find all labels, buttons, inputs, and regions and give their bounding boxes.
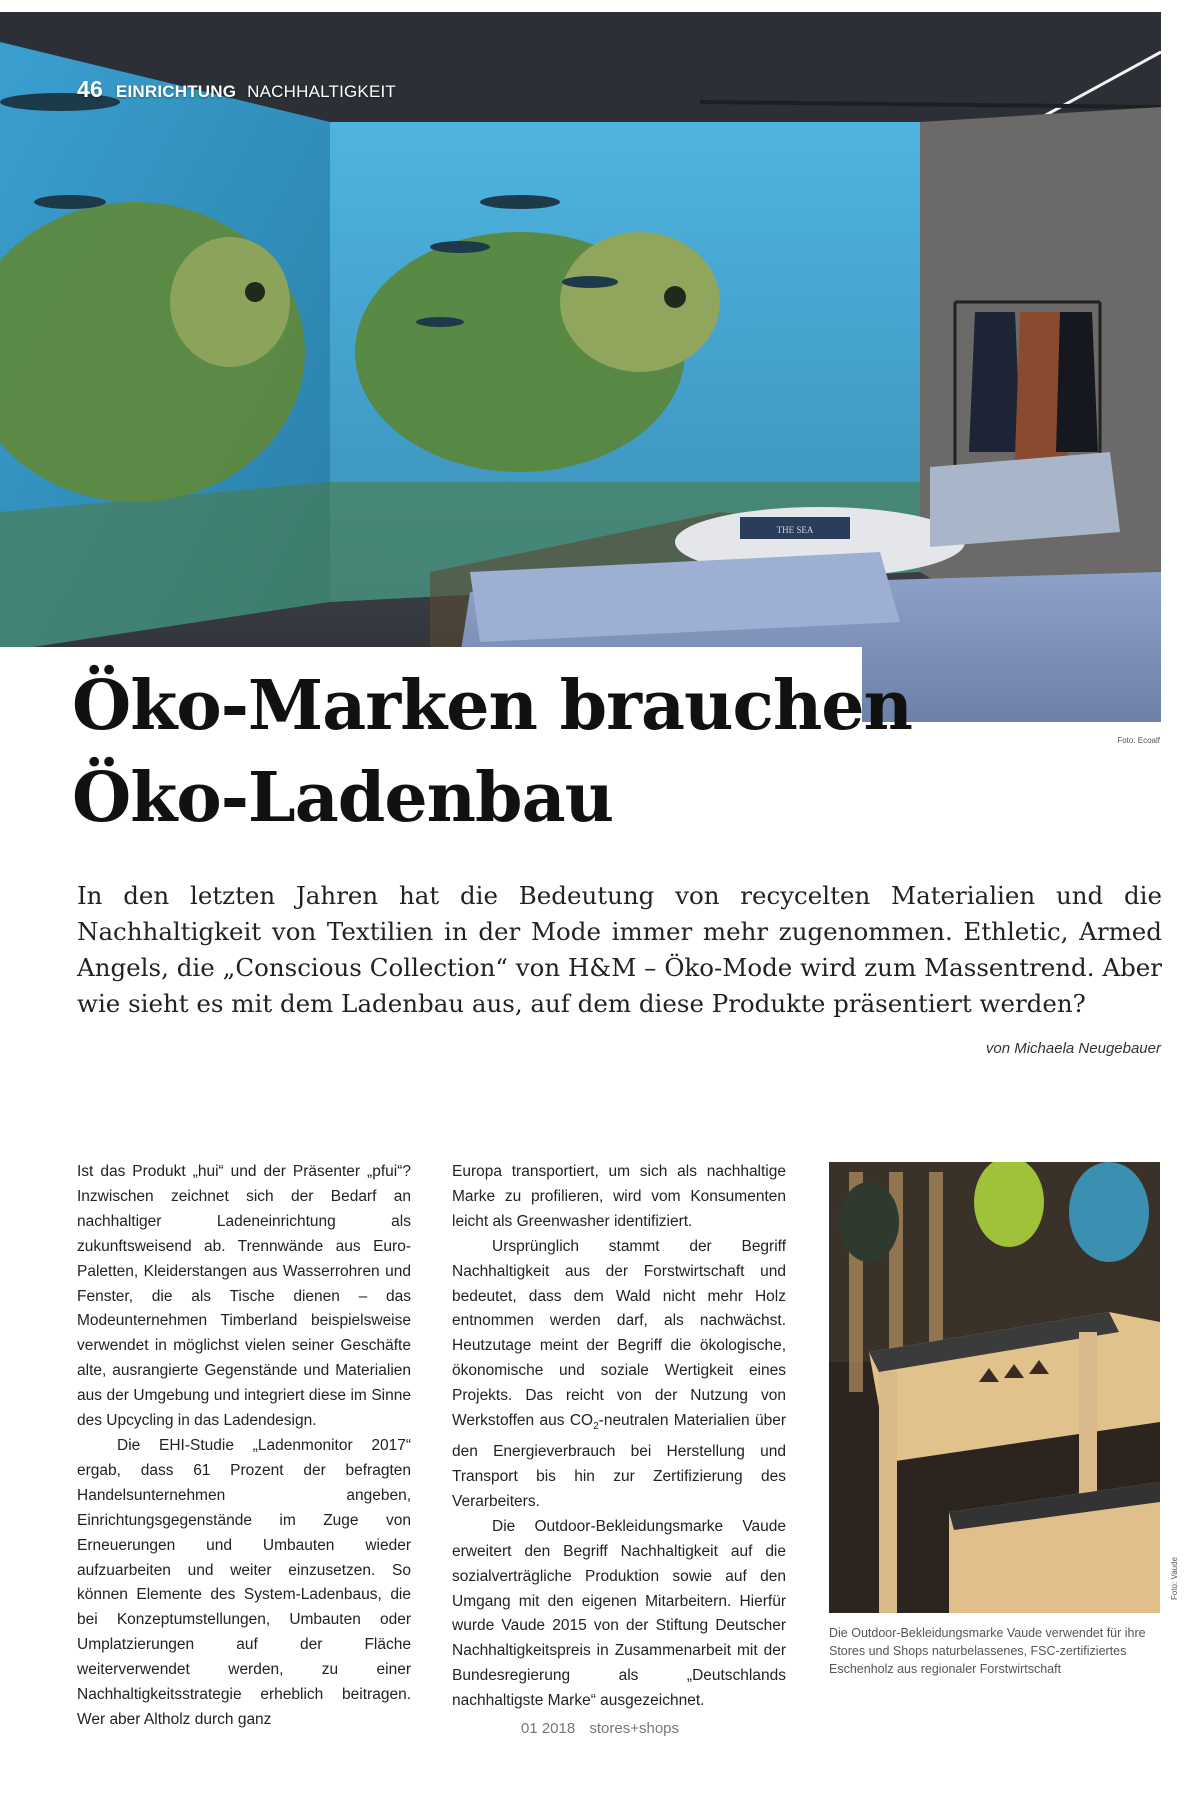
article-title (72, 660, 912, 844)
book-title: THE SEA (776, 525, 814, 535)
running-head (77, 76, 396, 103)
paragraph-text: Ursprünglich stammt der Begriff Nachhaltigkeit aus der Forstwirtschaft und bedeutet, dass dem Wald nicht mehr Holz entnommen werden darf, als nachwächst. Heutzutage meint der Begriff die ökologische, ökonomische und soziale Wertigkeit eines Projekts. Das reicht von der Nutzung von Werkstoffen aus CO (452, 1237, 786, 1430)
body-column-2 (452, 1160, 786, 1714)
paragraph: Die EHI-Studie „Ladenmonitor 2017“ ergab, dass 61 Prozent der befragten Handelsunternehmen angeben, Einrichtungsgegenstände im Zuge von Erneuerungen und Umbauten wieder aufzuarbeiten und weiter einzusetzen. So können Elemente des System-Ladenbaus, die bei Konzeptumstellungen, Umbauten oder Umplatzierungen auf der Fläche weiterverwendet werden, zu einer Nachhaltigkeitsstrategie erheblich beitragen. Wer aber Altholz durch ganz (77, 1436, 411, 1728)
magazine-name: stores+shops (589, 1720, 680, 1737)
page-number: 46 (77, 76, 103, 102)
author-byline: von Michaela Neugebauer (985, 1040, 1161, 1057)
article-lead: In den letzten Jahren hat die Bedeutung von recycelten Materialien und die Nachhaltigkeit von Textilien in der Mode immer mehr zugenommen. Ethletic, Armed Angels, die „Conscious Collection“ von H&M – Öko-Mode wird zum Massentrend. Aber wie sieht es mit dem Ladenbau aus, auf dem diese Produkte präsentiert werden? (77, 881, 1162, 1018)
hero-illustration (0, 12, 1161, 722)
issue-label: 01 2018 (520, 1720, 576, 1737)
paragraph: Die Outdoor-Bekleidungsmarke Vaude erweitert den Begriff Nachhaltigkeit auf die sozialverträgliche Produktion sowie auf den Umgang mit den eigenen Mitarbeitern. Hierfür wurde Vaude 2015 von der Stiftung Deutscher Nachhaltigkeitspreis in Zusammenarbeit mit der Bundesregierung als „Deutschlands nachhaltigste Marke“ ausgezeichnet. (452, 1517, 786, 1710)
title-line-2: Öko-Ladenbau (72, 758, 614, 838)
page-footer (0, 1720, 1200, 1737)
paragraph: Ist das Produkt „hui“ und der Präsenter „pfui“? Inzwischen zeichnet sich der Bedarf an nachhaltiger Ladeneinrichtung als zukunftsweisend ab. Trennwände aus Euro-Paletten, Kleiderstangen aus Wasserrohren und Fenster, die als Tische dienen – das Modeunternehmen Timberland beispielsweise verwendet in möglichst vielen seiner Geschäfte alte, ausrangierte Gegenstände und Materialien aus der Umgebung und integriert diese im Sinne des Upcycling in das Ladendesign. (77, 1163, 411, 1430)
paragraph: Europa transportiert, um sich als nachhaltige Marke zu profilieren, wird vom Konsumenten leicht als Greenwasher identifiziert. (452, 1163, 786, 1230)
side-photo-illustration (829, 1162, 1160, 1613)
body-column-1 (77, 1160, 411, 1733)
side-photo (829, 1162, 1160, 1613)
photo-caption: Die Outdoor-Bekleidungsmarke Vaude verwendet für ihre Stores und Shops naturbelassenes, FSC-zertifiziertes Eschenholz aus regionaler Forstwirtschaft (829, 1626, 1146, 1676)
subscript: 2 (593, 1421, 599, 1433)
hero-photo (0, 12, 1161, 722)
paragraph-text: -neutralen Materialien über den Energieverbrauch bei Herstellung und Transport bis hin zur Zertifizierung des Verarbeiters. (452, 1412, 786, 1510)
paragraph (452, 1235, 786, 1515)
hero-photo-credit: Foto: Ecoalf (1117, 736, 1160, 745)
title-line-1: Öko-Marken brauchen (72, 666, 912, 746)
section-label: EINRICHTUNG (115, 82, 237, 101)
side-photo-credit: Foto: Vaude (1170, 1557, 1179, 1600)
subsection-label: NACHHALTIGKEIT (247, 82, 397, 101)
